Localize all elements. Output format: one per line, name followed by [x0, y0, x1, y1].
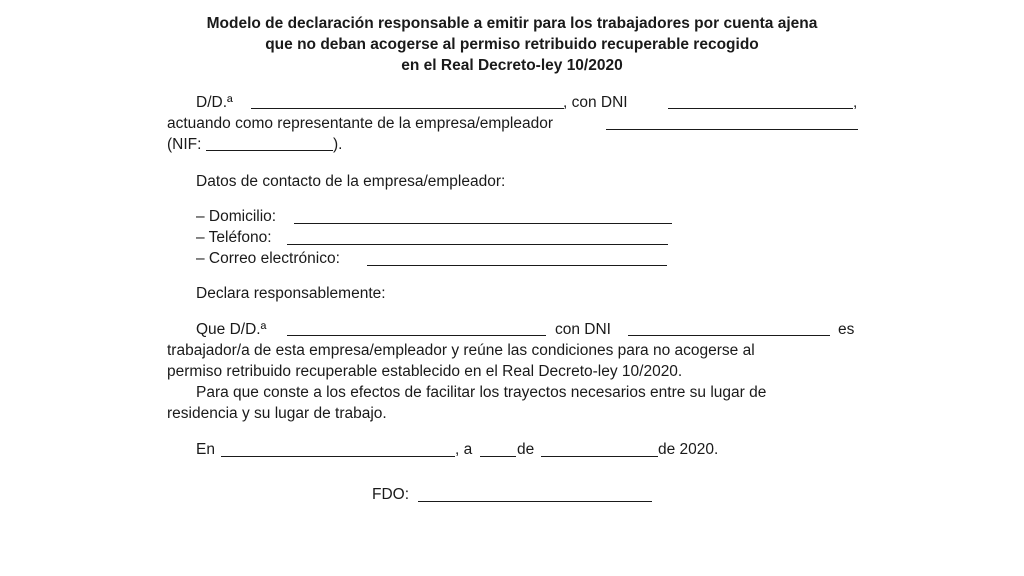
a-label: , a	[455, 441, 473, 458]
worker-dni-blank[interactable]	[628, 335, 830, 336]
signature-blank[interactable]	[418, 501, 652, 502]
en-label: En	[196, 441, 215, 458]
correo-blank[interactable]	[367, 265, 667, 266]
worker-con-dni-label: con DNI	[555, 321, 611, 338]
nif-blank[interactable]	[206, 150, 333, 151]
fdo-label: FDO:	[372, 486, 410, 503]
actuando-label: actuando como representante de la empresa/empleador	[167, 115, 554, 132]
domicilio-blank[interactable]	[294, 223, 672, 224]
telefono-blank[interactable]	[287, 244, 668, 245]
declara-heading: Declara responsablemente:	[196, 285, 386, 302]
declara-text-line-5: residencia y su lugar de trabajo.	[167, 405, 387, 422]
correo-label: – Correo electrónico:	[196, 250, 340, 267]
con-dni-label: , con DNI	[563, 94, 628, 111]
dni-blank[interactable]	[668, 108, 853, 109]
es-label: es	[838, 321, 855, 338]
nif-open-label: (NIF:	[167, 136, 202, 153]
declara-text-line-2: trabajador/a de esta empresa/empleador y reúne las condiciones para no acogerse al	[167, 342, 755, 359]
document-title-line-1: Modelo de declaración responsable a emitir para los trabajadores por cuenta ajena	[206, 15, 818, 32]
que-dd-label: Que D/D.ª	[196, 321, 267, 338]
de-label: de	[517, 441, 535, 458]
place-blank[interactable]	[221, 456, 455, 457]
day-blank[interactable]	[480, 456, 516, 457]
nif-close-label: ).	[333, 136, 343, 153]
declara-text-line-4: Para que conste a los efectos de facilitar los trayectos necesarios entre su lugar de	[196, 384, 767, 401]
worker-name-blank[interactable]	[287, 335, 546, 336]
de-2020-label: de 2020.	[658, 441, 719, 458]
company-blank[interactable]	[606, 129, 858, 130]
comma: ,	[853, 94, 858, 111]
declara-text-line-3: permiso retribuido recuperable establecido en el Real Decreto-ley 10/2020.	[167, 363, 683, 380]
document-title-line-2: que no deban acogerse al permiso retribuido recuperable recogido	[265, 36, 759, 53]
dd-label: D/D.ª	[196, 94, 233, 111]
domicilio-label: – Domicilio:	[196, 208, 277, 225]
name-blank[interactable]	[251, 108, 564, 109]
contact-heading: Datos de contacto de la empresa/empleador:	[196, 173, 506, 190]
document-title-line-3: en el Real Decreto-ley 10/2020	[401, 57, 623, 74]
month-blank[interactable]	[541, 456, 658, 457]
telefono-label: – Teléfono:	[196, 229, 272, 246]
